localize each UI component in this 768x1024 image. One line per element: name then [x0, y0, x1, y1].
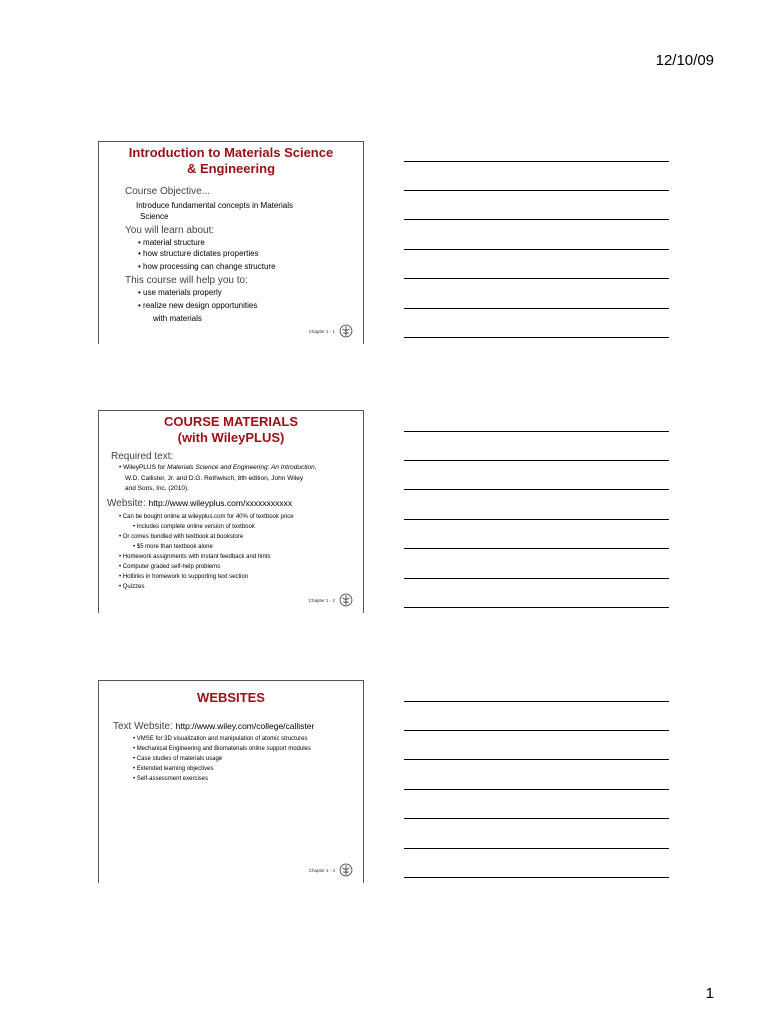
note-line: [404, 789, 669, 790]
note-line: [404, 877, 669, 878]
notes-lines: [404, 431, 669, 608]
bullet-item: • Hotlinks in homework to supporting text section: [119, 573, 249, 580]
bullet-item: • VMSE for 3D visualization and manipulation of atomic structures: [133, 736, 308, 742]
notes-lines: [404, 161, 669, 338]
section-heading: You will learn about:: [125, 225, 215, 236]
bullet-text: Science: [140, 212, 169, 221]
university-logo-icon: [339, 324, 353, 338]
bullet-item: • Mechanical Engineering and Biomaterials online support modules: [133, 746, 311, 752]
bullet-text: W.D. Callister, Jr. and D.G. Rethwisch, 8th edition, John Wiley: [125, 474, 304, 482]
sub-bullet-item: • $5 more than textbook alone: [133, 543, 213, 550]
university-logo-icon: [339, 863, 353, 877]
notes-lines: [404, 701, 669, 878]
note-line: [404, 219, 669, 220]
bullet-item: • Computer graded self-help problems: [119, 563, 221, 570]
slide-title: COURSE MATERIALS (with WileyPLUS): [163, 414, 299, 445]
note-line: [404, 161, 669, 162]
bullet-item: • Can be bought online at wileyplus.com for 40% of textbook price: [119, 513, 294, 520]
note-line: [404, 249, 669, 250]
section-heading: This course will help you to:: [125, 275, 248, 286]
bullet-text: and Sons, Inc. (2010).: [125, 485, 189, 492]
note-line: [404, 548, 669, 549]
note-line: [404, 578, 669, 579]
bullet-item: • material structure: [138, 238, 205, 247]
note-line: [404, 489, 669, 490]
note-line: [404, 607, 669, 608]
note-line: [404, 848, 669, 849]
bullet-item: • Case studies of materials usage: [133, 756, 223, 762]
chapter-label: Chapter 1 - 1: [308, 328, 335, 334]
website-line: Text Website: http://www.wiley.com/college/callister: [113, 721, 315, 732]
website-url[interactable]: http://www.wileyplus.com/xxxxxxxxxxx: [148, 497, 293, 508]
note-line: [404, 730, 669, 731]
slide-3: [98, 680, 364, 883]
bullet-item: • Extended learning objectives: [133, 766, 214, 772]
note-line: [404, 278, 669, 279]
bullet-text: Introduce fundamental concepts in Materials: [136, 201, 293, 210]
chapter-label: Chapter 1 - 2: [308, 597, 335, 603]
note-line: [404, 308, 669, 309]
bullet-item: • Or comes bundled with textbook at bookstore: [119, 533, 244, 540]
slide-1: [98, 141, 364, 344]
bullet-text: with materials: [153, 314, 202, 323]
note-line: [404, 431, 669, 432]
slide-footer: [309, 863, 353, 877]
bullet-item: • realize new design opportunities: [138, 301, 258, 310]
bullet-item: • WileyPLUS for Materials Science and Engineering: An Introduction,: [119, 464, 317, 471]
note-line: [404, 759, 669, 760]
bullet-item: • how structure dictates properties: [138, 249, 259, 258]
bullet-item: • Homework assignments with instant feedback and hints: [119, 553, 271, 560]
note-line: [404, 337, 669, 338]
bullet-item: • Self-assessment exercises: [133, 776, 209, 782]
note-line: [404, 460, 669, 461]
page-number: 1: [705, 985, 714, 1002]
slide-title: Introduction to Materials Science & Engineering: [128, 145, 334, 176]
slide-2: [98, 410, 364, 613]
chapter-label: Chapter 1 - 3: [308, 867, 335, 873]
bullet-item: • Quizzes: [119, 583, 145, 590]
university-logo-icon: [339, 593, 353, 607]
website-url[interactable]: http://www.wiley.com/college/callister: [175, 721, 315, 731]
slide-title: WEBSITES: [197, 690, 265, 705]
section-heading: Course Objective...: [125, 186, 211, 197]
section-heading: Required text:: [111, 451, 174, 462]
note-line: [404, 190, 669, 191]
note-line: [404, 519, 669, 520]
bullet-item: • how processing can change structure: [138, 262, 276, 271]
note-line: [404, 701, 669, 702]
slide-footer: [309, 324, 353, 338]
bullet-item: • use materials properly: [138, 288, 222, 297]
print-date: 12/10/09: [655, 52, 714, 69]
note-line: [404, 818, 669, 819]
website-line: Website: http://www.wileyplus.com/xxxxxxxxxxx: [107, 497, 293, 509]
sub-bullet-item: • Includes complete online version of textbook: [133, 523, 255, 530]
slide-footer: [309, 593, 353, 607]
